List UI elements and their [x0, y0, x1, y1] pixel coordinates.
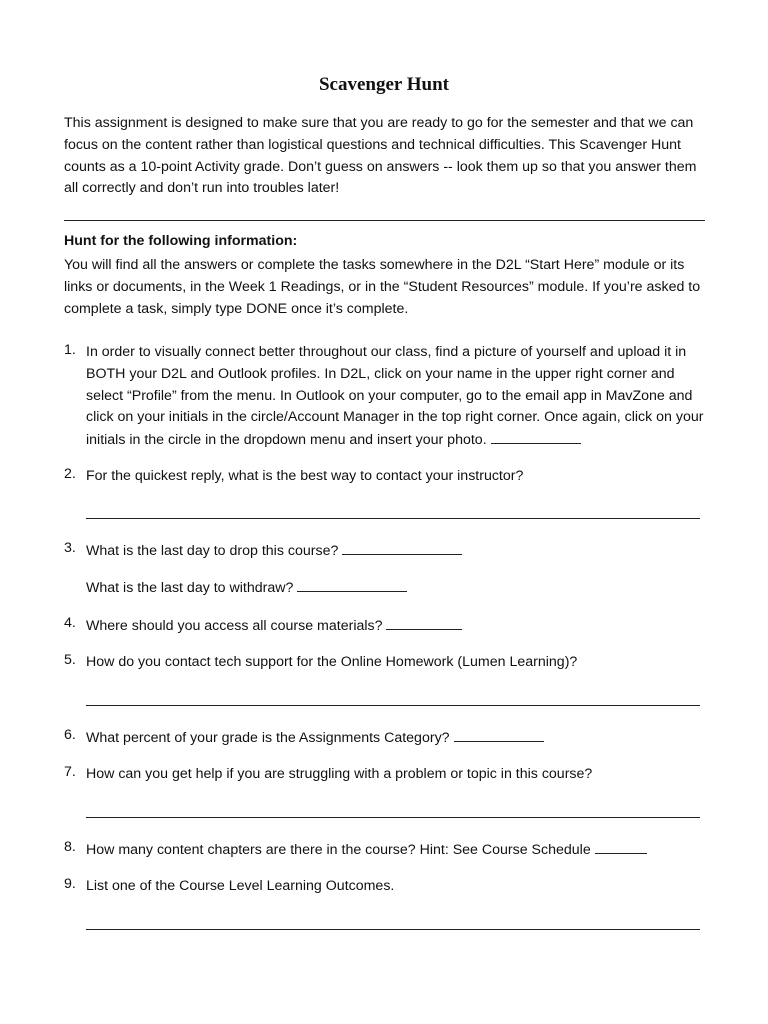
intro-paragraph: This assignment is designed to make sure that you are ready to go for the semester and that we can focus on the content rather than logistical questions and technical difficulties. This Scavenger Hunt counts as a 10-point Activity grade. Don’t guess on answers -- look them up so that you answer them all correctly and don’t run into troubles later!	[64, 115, 697, 197]
question-text: In order to visually connect better throughout our class, find a picture of yourself and upload it in BOTH your D2L and Outlook profiles. In D2L, click on your name in the upper right corner and select “Profile” from the menu. In Outlook on your computer, go to the email app in MavZone and click on your initials in the circle/Account Manager in the top right corner. Once again, click on your initials in the circle in the dropdown menu and insert your photo.	[86, 344, 704, 449]
answer-line-2[interactable]	[86, 518, 700, 519]
question-text: What percent of your grade is the Assignments Category?	[86, 730, 450, 746]
question-number: 5.	[64, 652, 76, 668]
answer-blank[interactable]	[342, 540, 462, 555]
answer-blank[interactable]	[454, 727, 544, 742]
question-number: 4.	[64, 615, 76, 631]
question-text: Where should you access all course materials?	[86, 618, 383, 634]
question-number: 7.	[64, 764, 76, 780]
question-text: How do you contact tech support for the Online Homework (Lumen Learning)?	[86, 654, 578, 670]
question-text: How can you get help if you are struggling with a problem or topic in this course?	[86, 766, 593, 782]
question-number: 2.	[64, 466, 76, 482]
question-text: List one of the Course Level Learning Outcomes.	[86, 878, 395, 894]
answer-line-5[interactable]	[86, 705, 700, 706]
question-text: For the quickest reply, what is the best way to contact your instructor?	[86, 468, 524, 484]
hunt-instructions: You will find all the answers or complete the tasks somewhere in the D2L “Start Here” module or its links or documents, in the Week 1 Readings, or in the “Student Resources” module. If you’re asked to complete a task, simply type DONE once it’s complete.	[64, 257, 701, 317]
answer-blank[interactable]	[386, 615, 462, 630]
answer-blank[interactable]	[491, 429, 581, 444]
answer-line-7[interactable]	[86, 817, 700, 818]
answer-blank[interactable]	[595, 839, 647, 854]
answer-blank[interactable]	[297, 577, 407, 592]
question-number: 6.	[64, 727, 76, 743]
answer-line-9[interactable]	[86, 929, 700, 930]
question-text: How many content chapters are there in the course? Hint: See Course Schedule	[86, 842, 591, 858]
section-divider	[64, 220, 705, 221]
question-number: 3.	[64, 540, 76, 556]
question-text: What is the last day to drop this course?	[86, 543, 339, 559]
hunt-heading: Hunt for the following information:	[64, 233, 298, 249]
question-text: What is the last day to withdraw?	[86, 580, 294, 596]
page-title: Scavenger Hunt	[318, 74, 449, 95]
question-number: 1.	[64, 342, 76, 358]
question-number: 9.	[64, 876, 76, 892]
question-number: 8.	[64, 839, 76, 855]
